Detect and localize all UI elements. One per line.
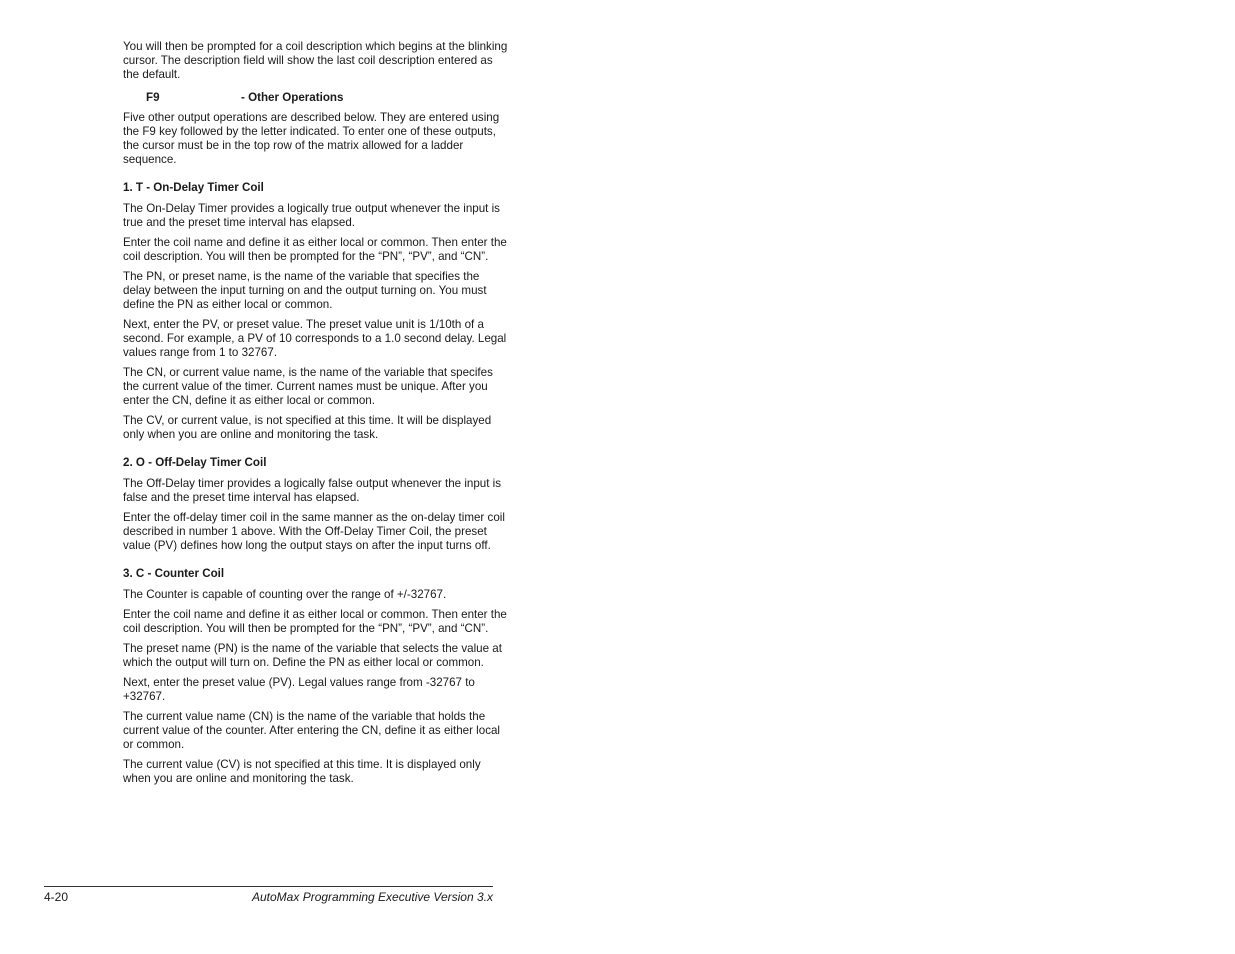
section-counter-coil — [123, 567, 509, 786]
paragraph: The preset name (PN) is the name of the variable that selects the value at which the output will turn on. Define the PN as either local or common. — [123, 642, 502, 669]
section-heading: 2. O - Off-Delay Timer Coil — [123, 456, 267, 469]
f9-key-label: - Other Operations — [241, 91, 344, 104]
paragraph: The Counter is capable of counting over the range of +/-32767. — [123, 588, 447, 601]
section-off-delay-timer — [123, 456, 509, 553]
section-heading: 1. T - On-Delay Timer Coil — [123, 181, 264, 194]
paragraph: The CV, or current value, is not specified at this time. It will be displayed only when you are online and monitoring the task. — [123, 414, 492, 441]
f9-key-heading — [123, 91, 509, 105]
intro-paragraph: You will then be prompted for a coil description which begins at the blinking cursor. The description field will show the last coil description entered as the default. — [123, 40, 508, 81]
paragraph: The PN, or preset name, is the name of the variable that specifies the delay between the input turning on and the output turning on. You must define the PN as either local or common. — [123, 270, 487, 311]
f9-paragraph: Five other output operations are described below. They are entered using the F9 key followed by the letter indicated. To enter one of these outputs, the cursor must be in the top row of the matrix allowed for a ladder sequence. — [123, 111, 500, 166]
paragraph: The On-Delay Timer provides a logically true output whenever the input is true and the preset time interval has elapsed. — [123, 202, 500, 229]
paragraph: Next, enter the PV, or preset value. The preset value unit is 1/10th of a second. For example, a PV of 10 corresponds to a 1.0 second delay. Legal values range from 1 to 32767. — [123, 318, 507, 359]
paragraph: The CN, or current value name, is the name of the variable that specifes the current value of the timer. Current names must be unique. After you enter the CN, define it as either local or common. — [123, 366, 493, 407]
paragraph: Enter the off-delay timer coil in the same manner as the on-delay timer coil described in number 1 above. With the Off-Delay Timer Coil, the preset value (PV) defines how long the output stays on after the input turns off. — [123, 511, 505, 552]
paragraph: Enter the coil name and define it as either local or common. Then enter the coil description. You will then be prompted for the “PN”, “PV”, and “CN”. — [123, 236, 507, 263]
paragraph: Next, enter the preset value (PV). Legal values range from -32767 to +32767. — [123, 676, 475, 703]
paragraph: The current value (CV) is not specified at this time. It is displayed only when you are online and monitoring the task. — [123, 758, 481, 785]
section-on-delay-timer — [123, 181, 509, 442]
page-number: 4-20 — [44, 890, 69, 904]
page-body — [123, 40, 509, 792]
paragraph: The current value name (CN) is the name of the variable that holds the current value of the counter. After entering the CN, define it as either local or common. — [123, 710, 501, 751]
footer-divider — [44, 886, 493, 887]
paragraph: The Off-Delay timer provides a logically false output whenever the input is false and the preset time interval has elapsed. — [123, 477, 502, 504]
section-heading: 3. C - Counter Coil — [123, 567, 225, 580]
f9-key: F9 — [146, 91, 160, 104]
document-title: AutoMax Programming Executive Version 3.x — [252, 890, 493, 904]
paragraph: Enter the coil name and define it as either local or common. Then enter the coil description. You will then be prompted for the “PN”, “PV”, and “CN”. — [123, 608, 507, 635]
